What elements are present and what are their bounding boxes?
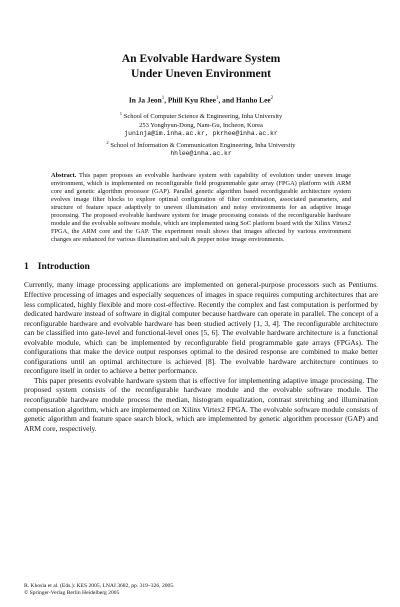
section-body bbox=[24, 280, 378, 433]
affiliation-mark: 1 bbox=[119, 111, 123, 117]
affiliation-mark: 1 bbox=[215, 96, 219, 101]
affiliation-1-line-1: School of Computer Science & Engineering, Inha University bbox=[123, 113, 283, 121]
title-line-1: An Evolvable Hardware System bbox=[121, 52, 281, 65]
paper-title bbox=[24, 52, 378, 81]
affiliation-mark: 2 bbox=[106, 139, 109, 145]
affiliation-2-line-1: School of Information & Communication Engineering, Inha University bbox=[110, 141, 296, 149]
author-name: In Ja Jeon bbox=[128, 95, 162, 105]
footer-copyright: © Springer-Verlag Berlin Heidelberg 2005 bbox=[24, 590, 120, 596]
citation-footer bbox=[24, 583, 175, 597]
abstract-text: This paper proposes an evolvable hardware system with capability of evolution under uneven image environment, which is implemented on reconfigurable field programmable gate array (FPGA) platform with ARM core and genetic algorithm processor (GAP). Parallel genetic algorithm based reconfigurable architecture system evolves image filter blocks to explore optimal configuration of filter combination, associated parameters, and structure of feature space adaptively to uneven illumination and noisy environments for an adaptive image processing. The proposed evolvable hardware system for image processing consists of the reconfigurable hardware module and the evolvable software module, which are implemented using SoC platform board with the Xilinx Virtex2 FPGA, the ARM core and the GAP. The experiment result shows that images affected by various environment changes are enhanced for various illumination and salt & pepper noise image environments. bbox=[51, 172, 351, 243]
author-name: Phill Kyu Rhee bbox=[167, 95, 216, 105]
paper-page bbox=[24, 0, 378, 607]
abstract-label: Abstract. bbox=[51, 172, 77, 180]
affiliation-block bbox=[24, 110, 378, 158]
title-line-2: Under Uneven Environment bbox=[131, 66, 271, 80]
author-name: Hanho Lee bbox=[235, 95, 271, 105]
affiliation-1-email: juninja@im.inha.ac.kr, pkrhee@inha.ac.kr bbox=[124, 130, 278, 138]
affiliation-2 bbox=[24, 139, 378, 150]
paragraph-1: Currently, many image processing applications are implemented on general-purpose processors such as Pentiums. Effective processing of images and especially sequences of images in space requires computing architectures that are less complicated, highly flexible and more cost-effective. Recently the complex and fast computation is performed by dedicated hardware instead of software in digital computer because hardware can operate in parallel. The concept of a reconfigurable hardware and evolvable hardware has been studied actively [1, 3, 4]. The reconfigurable architecture can be classified into gate-level and functional-level ones [5, 6]. The evolvable hardware architecture is a functional evolvable module, which can be implemented by reconfigurable field programmable gate arrays (FPGAs). The configurations that make the device output responses optimal to the desired response are combined to make better configurations until an optimal architecture is achieved [8]. The evolvable hardware architecture continues to reconfigure itself in order to achieve a better performance. bbox=[24, 280, 378, 376]
abstract bbox=[51, 172, 351, 243]
author-separator: , and bbox=[218, 95, 236, 105]
affiliation-2-email: hhlee@inha.ac.kr bbox=[170, 149, 232, 157]
author-list bbox=[24, 94, 378, 104]
section-title: Introduction bbox=[37, 261, 90, 273]
affiliation-1 bbox=[24, 110, 378, 121]
section-heading bbox=[24, 261, 378, 273]
section-number: 1 bbox=[24, 261, 29, 273]
footer-citation: R. Khosla et al. (Eds.): KES 2005, LNAI 3682, pp. 319–326, 2005. bbox=[24, 583, 175, 589]
affiliation-mark: 1 bbox=[161, 96, 165, 101]
affiliation-mark: 2 bbox=[270, 96, 274, 101]
affiliation-1-line-2: 253 Yonghyun-Dong, Nam-Gu, Incheon, Korea bbox=[139, 121, 263, 129]
author-separator: , bbox=[164, 95, 168, 105]
paragraph-2: This paper presents evolvable hardware system that is effective for implementing adaptive image processing. The proposed system consists of the reconfigurable hardware module and the evolvable software module. The reconfigurable hardware module process the median, histogram equalization, contrast stretching and illumination compensation algorithm, which are implemented on Xilinx Virtex2 FPGA. The evolvable software module consists of genetic algorithm and feature space search block, which are implemented by genetic algorithm processor (GAP) and ARM core, respectively. bbox=[24, 375, 378, 433]
